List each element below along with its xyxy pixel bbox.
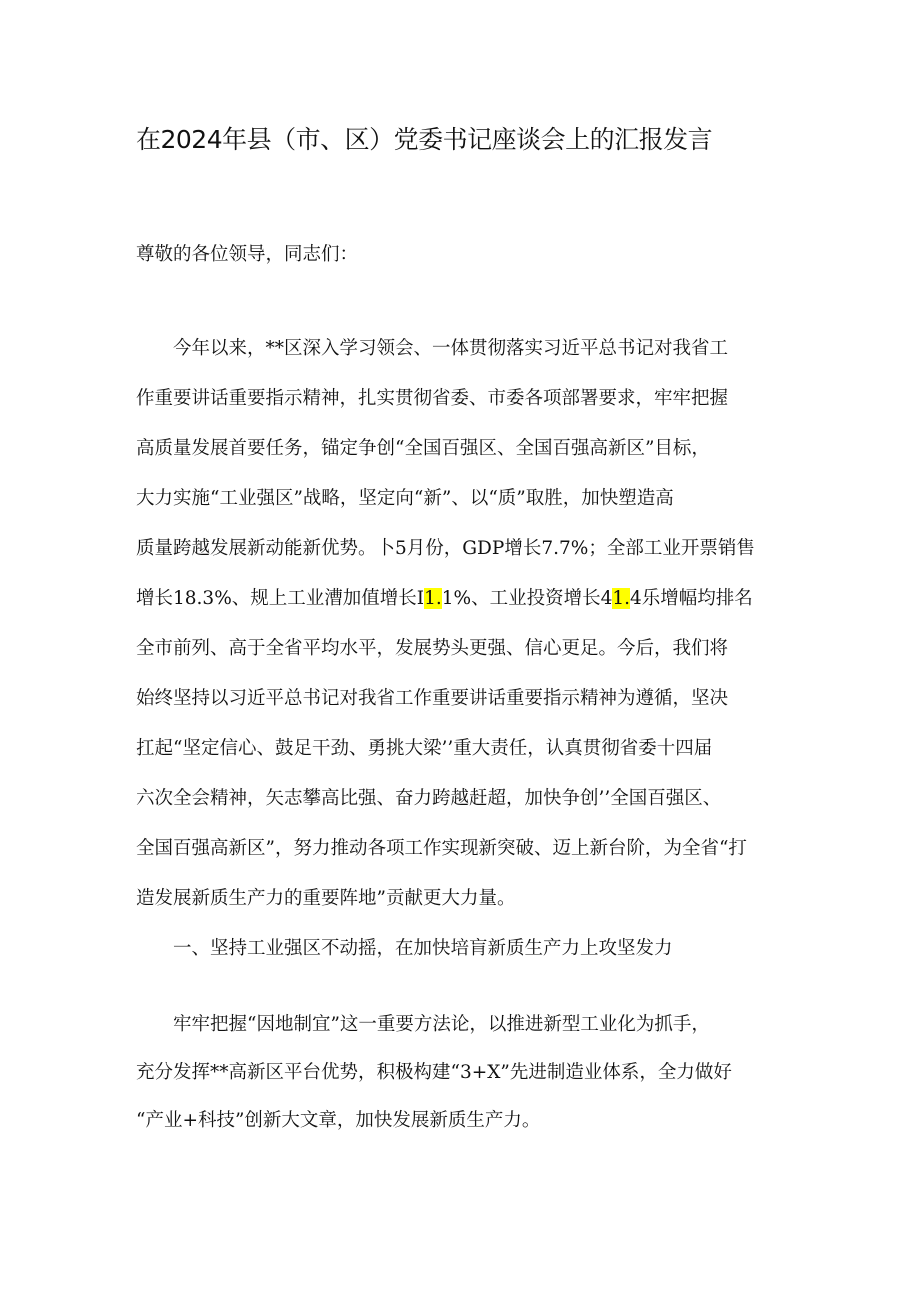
paragraph-line: 全国百强高新区”，努力推动各项工作实现新突破、迈上新台阶，为全省“打 <box>136 838 747 859</box>
text-segment: 增长18.3%、规上工业漕加值增长I <box>136 588 425 609</box>
highlighted-text: 1. <box>612 588 631 609</box>
highlighted-text: 1. <box>424 588 442 609</box>
text-segment: 1%、工业投资增长4 <box>441 588 613 609</box>
paragraph-line: 扛起“坚定信心、鼓足干劲、勇挑大梁’’重大责任，认真贯彻省委十四届 <box>136 738 713 759</box>
paragraph-line: 造发展新质生产力的重要阵地”贡献更大力量。 <box>136 888 516 909</box>
paragraph-line-highlighted <box>136 584 753 610</box>
paragraph-line: 质量跨越发展新动能新优势。卜5月份，GDP增长7.7%；全部工业开票销售 <box>136 538 755 559</box>
paragraph-line: 大力实施“工业强区”战略，坚定向“新”、以“质”取胜，加快塑造高 <box>136 488 674 509</box>
text-segment: 4乐增幅均排名 <box>630 588 753 609</box>
paragraph-line: 高质量发展首要任务，锚定争创“全国百强区、全国百强高新区”目标， <box>136 438 710 459</box>
paragraph-line: 作重要讲话重要指示精神，扎实贯彻省委、市委各项部署要求，牢牢把握 <box>136 388 729 409</box>
section-heading-text: 一、坚持工业强区不动摇，在加快培肓新质生产力上攻坚发力 <box>173 938 673 959</box>
paragraph-line: 充分发挥**高新区平台优势，积极构建“3+X”先进制造业体系，全力做好 <box>136 1062 732 1083</box>
document-title: 在2024年县（市、区）党委书记座谈会上的汇报发言 <box>136 125 713 154</box>
paragraph-line: 全市前列、高于全省平均水平，发展势头更强、信心更足。今后，我们将 <box>136 638 729 659</box>
paragraph-line: 六次全会精神，矢志攀高比强、奋力跨越赶超，加快争创’’全国百强区、 <box>136 788 722 809</box>
paragraph-line: 今年以来，**区深入学习领会、一体贯彻落实习近平总书记对我省工 <box>173 338 729 359</box>
paragraph-line: “产业+科技”创新大文章，加快发展新质生产力。 <box>136 1110 541 1131</box>
paragraph-line: 始终坚持以习近平总书记对我省工作重要讲话重要指示精神为遵循，坚决 <box>136 688 729 709</box>
greeting-line: 尊敬的各位领导，同志们： <box>136 244 359 265</box>
paragraph-line: 牢牢把握“因地制宜”这一重要方法论，以推进新型工业化为抓手， <box>173 1014 710 1035</box>
